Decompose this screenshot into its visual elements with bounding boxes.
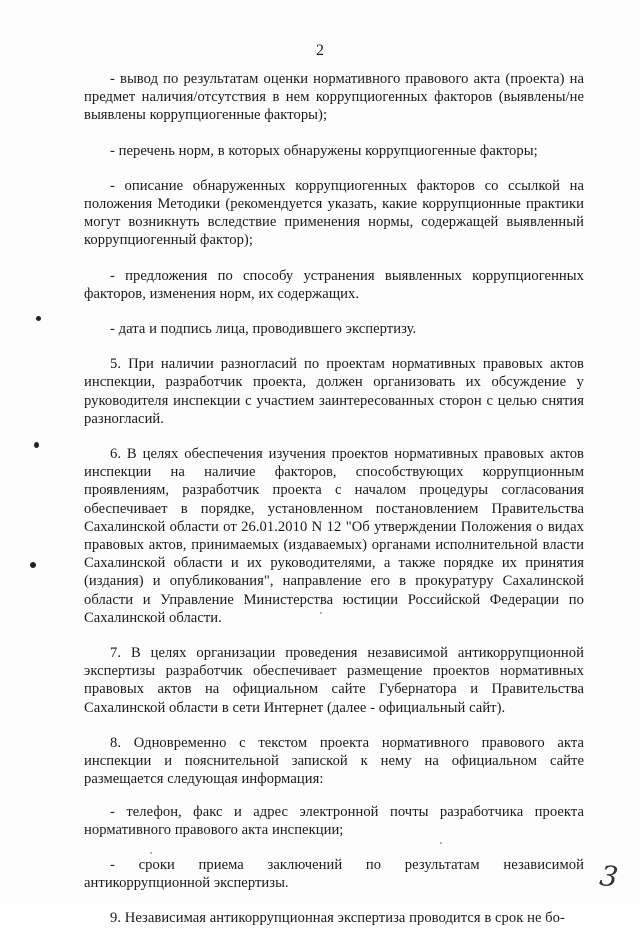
- paragraph-norms-list: - перечень норм, в которых обнаружены коррупциогенные факторы;: [110, 142, 538, 159]
- paragraph-factors-description: - описание обнаруженных коррупциогенных факторов со ссылкой на положения Методики (рекомендуется указать, какие коррупционные практики могут возникнуть вследствие применения нормы, содержащей выявленный коррупциогенный фактор);: [84, 177, 584, 249]
- paragraph-conclusion: - вывод по результатам оценки нормативного правового акта (проекта) на предмет наличия/отсутствия в нем коррупциогенных факторов (выявлены/не выявлены коррупциогенные факторы);: [84, 71, 584, 124]
- scan-speck: [320, 612, 322, 614]
- paragraph-item-8: 8. Одновременно с текстом проекта нормативного правового акта инспекции и пояснительной запиской к нему на официальном сайте размещается следующая информация:: [84, 734, 584, 788]
- scan-speck: [150, 852, 152, 854]
- page-number: 2: [316, 42, 324, 59]
- paragraph-item-7: 7. В целях организации проведения независимой антикоррупционной экспертизы разработчик обеспечивает размещение проектов нормативных правовых актов на официальном сайте Губернатора и Правительства Сахалинской области в сети Интернет (далее - официальный сайт).: [84, 645, 584, 716]
- paragraph-proposals: - предложения по способу устранения выявленных коррупциогенных факторов, изменения норм, их содержащих.: [84, 267, 584, 302]
- paragraph-date-signature: - дата и подпись лица, проводившего экспертизу.: [110, 321, 417, 338]
- binder-hole-mark: [30, 562, 36, 568]
- paragraph-deadlines: - сроки приема заключений по результатам независимой антикоррупционной экспертизы.: [84, 856, 584, 892]
- binder-hole-mark: [34, 442, 39, 448]
- document-body: [84, 70, 584, 928]
- paragraph-item-9: 9. Независимая антикоррупционная экспертиза проводится в срок не бо-: [110, 910, 565, 927]
- scan-speck: [440, 842, 442, 844]
- paragraph-item-6: 6. В целях обеспечения изучения проектов нормативных правовых актов инспекции на наличие факторов, способствующих коррупционным проявлениям, разработчик проекта с началом процедуры согласования обеспечивает в порядке, установленном постановлением Правительства Сахалинской области от 26.01.2010 N 12 "Об утверждении Положения о видах правовых актов, принимаемых (издаваемых) органами исполнительной власти Сахалинской области и их руководителями, а также порядке их принятия (издания) и опубликования", направление его в прокуратуру Сахалинской области и Управление Министерства юстиции Российской Федерации по Сахалинской области.: [84, 446, 584, 626]
- paragraph-contact-info: - телефон, факс и адрес электронной почты разработчика проекта нормативного правового акта инспекции;: [84, 803, 584, 838]
- binder-hole-mark: [36, 316, 41, 321]
- paragraph-item-5: 5. При наличии разногласий по проектам нормативных правовых актов инспекции, разработчик проекта, должен организовать их обсуждение у руководителя инспекции с участием заинтересованных сторон с целью снятия разногласий.: [84, 356, 584, 427]
- handwritten-page-mark: 3: [597, 858, 621, 895]
